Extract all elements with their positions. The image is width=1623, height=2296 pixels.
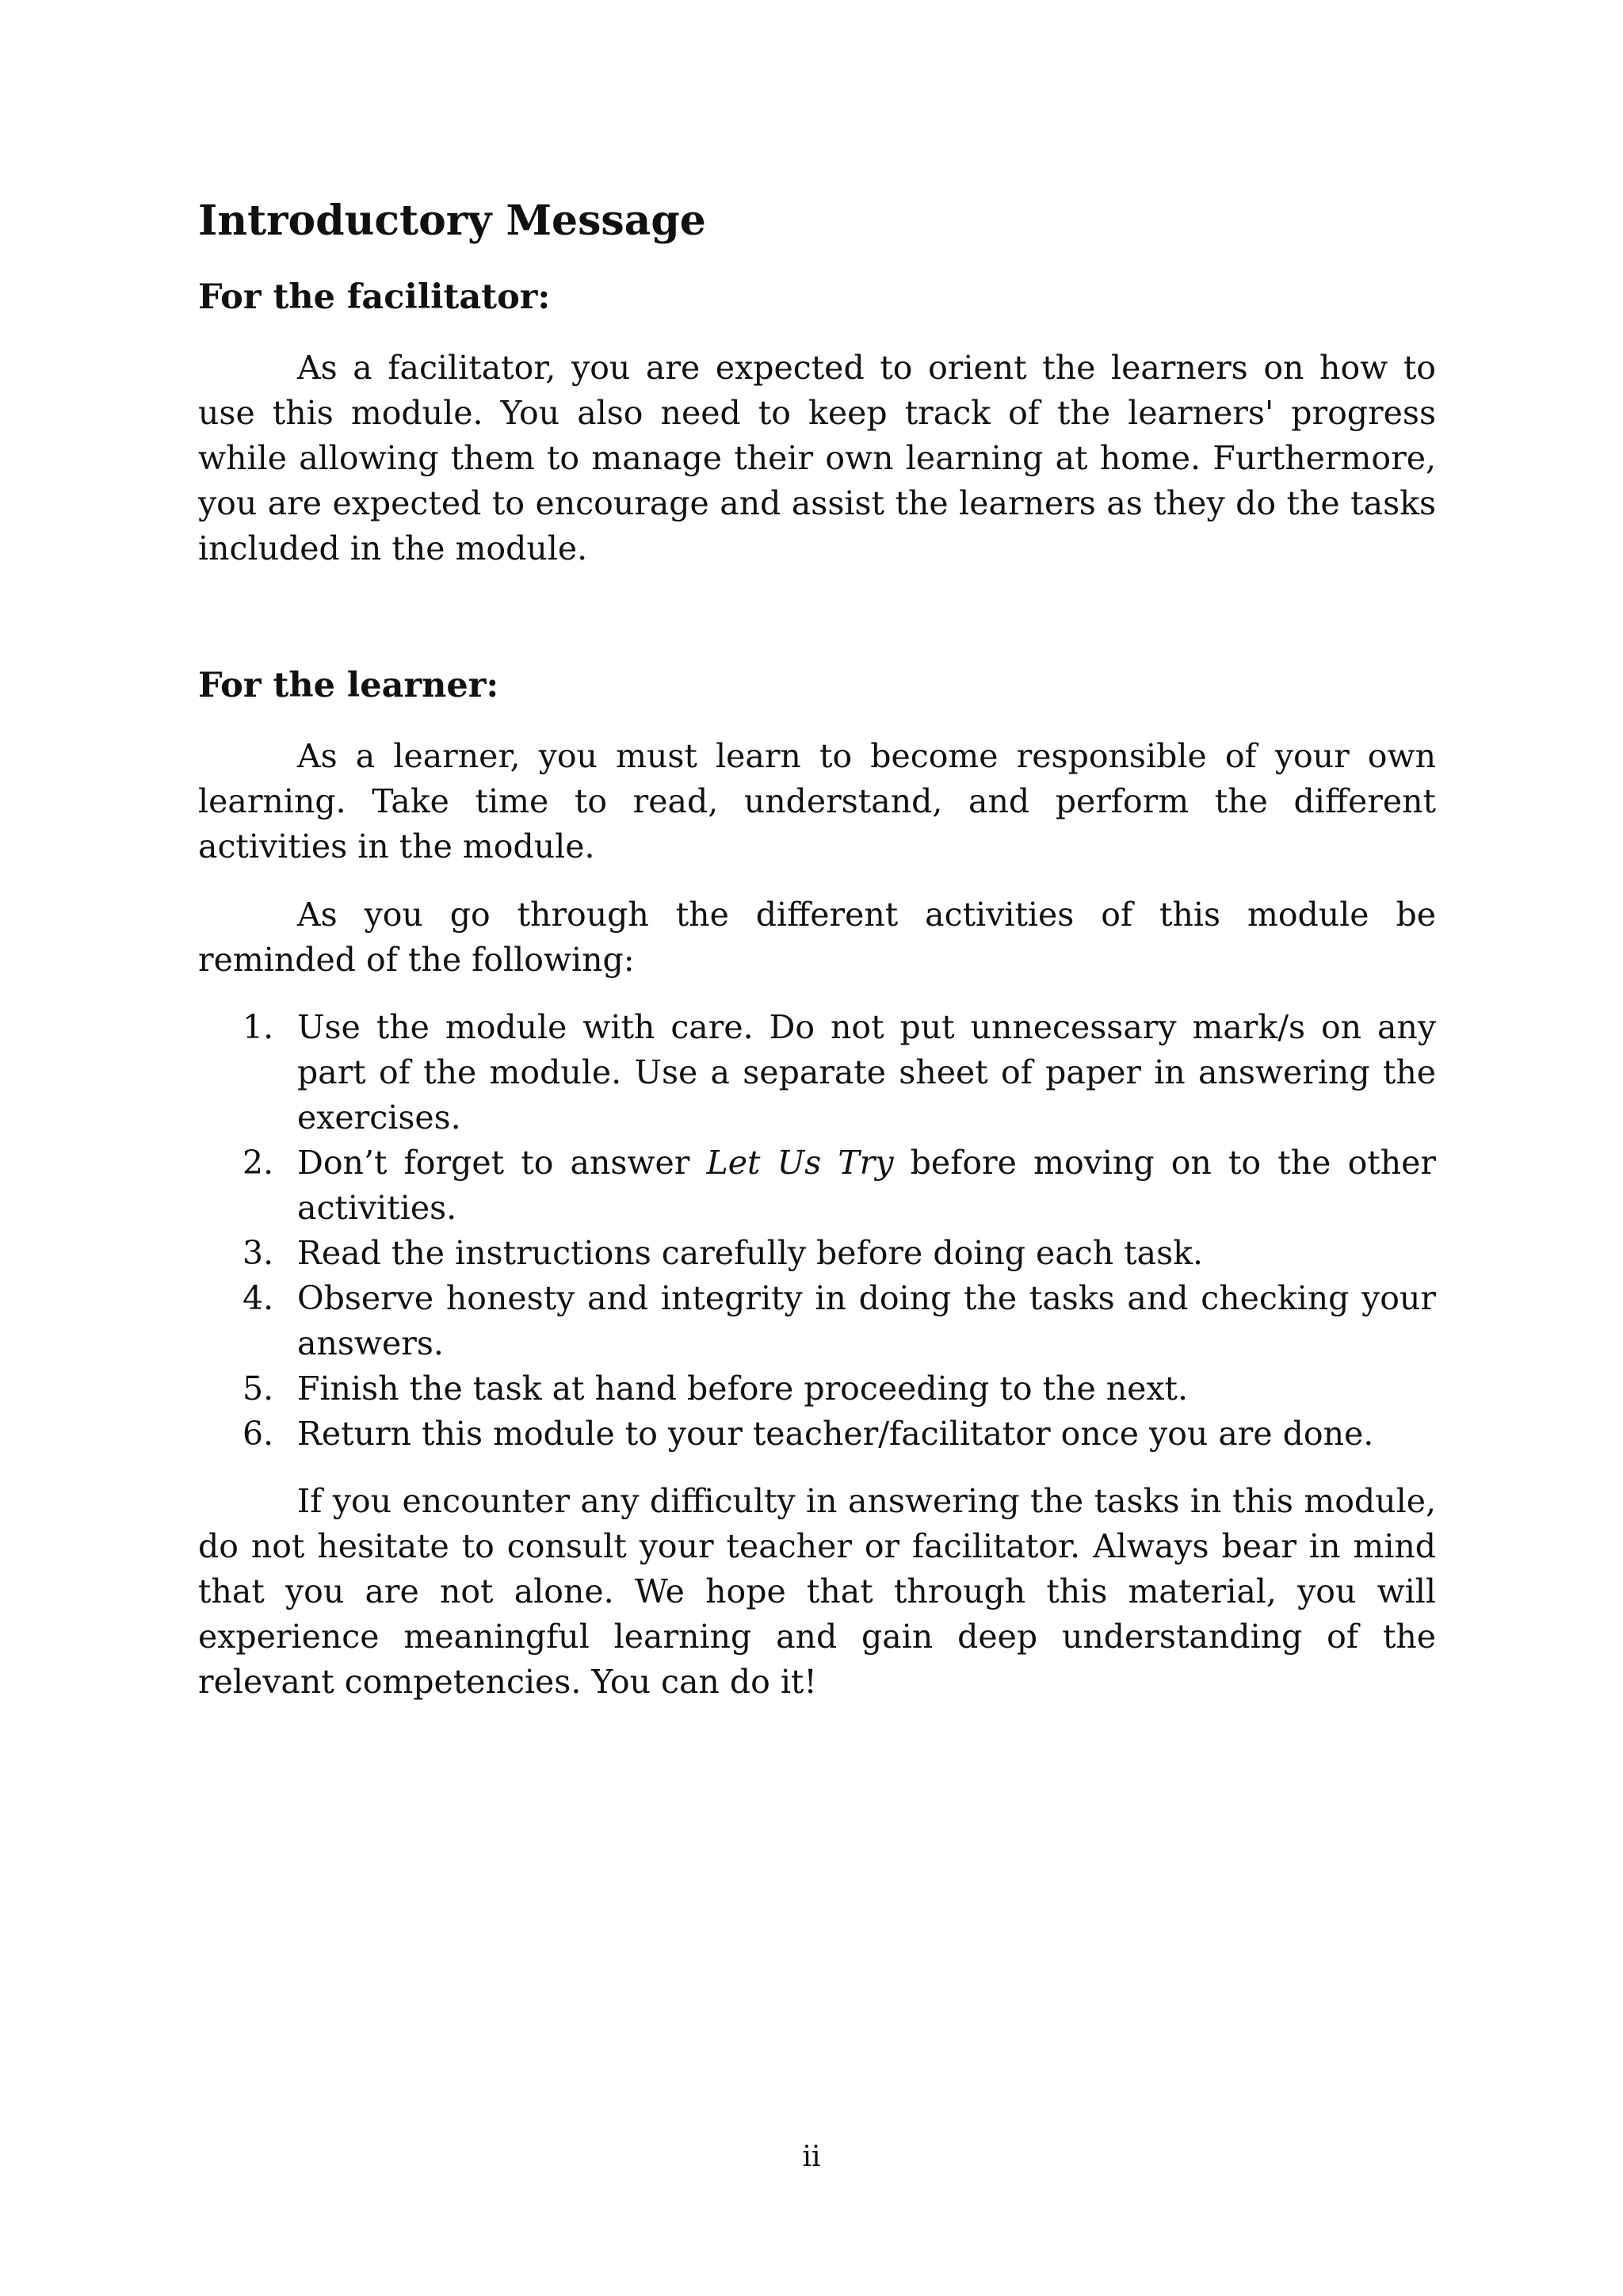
list-item-number: 1. <box>242 1008 274 1046</box>
list-item-text: Return this module to your teacher/facilitator once you are done. <box>297 1415 1374 1453</box>
list-item-number: 3. <box>242 1234 274 1272</box>
list-item-emphasis: Let Us Try <box>706 1144 894 1182</box>
list-item-text-after: before moving on to the other activities. <box>297 1144 1436 1227</box>
list-item-text: Use the module with care. Do not put unnecessary mark/s on any part of the module. Use a separate sheet of paper in answering the exercises. <box>297 1008 1436 1137</box>
learner-heading: For the learner: <box>198 666 499 705</box>
list-item <box>198 1231 1436 1276</box>
list-item-text: Read the instructions carefully before doing each task. <box>297 1234 1203 1272</box>
list-item-number: 5. <box>242 1370 274 1408</box>
learner-paragraph-1: As a learner, you must learn to become responsible of your own learning. Take time to read, understand, and perform the different activities in the module. <box>198 737 1436 865</box>
list-item-number: 6. <box>242 1415 274 1453</box>
reminder-list <box>198 1005 1436 1457</box>
list-item-text: Finish the task at hand before proceeding to the next. <box>297 1370 1189 1408</box>
list-item <box>198 1412 1436 1457</box>
list-item-number: 4. <box>242 1279 274 1317</box>
closing-paragraph: If you encounter any difficulty in answering the tasks in this module, do not hesitate to consult your teacher or facilitator. Always bear in mind that you are not alone. We hope that through this material, you will experience meaningful learning and gain deep understanding of the relevant competencies. You can do it! <box>198 1482 1436 1701</box>
page-number: ii <box>802 2141 821 2173</box>
list-item <box>198 1366 1436 1412</box>
list-item-number: 2. <box>242 1144 274 1182</box>
list-item-text: Observe honesty and integrity in doing the tasks and checking your answers. <box>297 1279 1436 1362</box>
list-item-text-before: Don’t forget to answer <box>297 1144 707 1182</box>
page-title: Introductory Message <box>198 197 706 245</box>
list-item <box>198 1140 1436 1231</box>
learner-paragraph-2: As you go through the different activities of this module be reminded of the following: <box>198 896 1436 979</box>
list-item <box>198 1276 1436 1366</box>
facilitator-heading: For the facilitator: <box>198 277 551 317</box>
facilitator-paragraph: As a facilitator, you are expected to orient the learners on how to use this module. You also need to keep track of the learners' progress while allowing them to manage their own learning at home. Furthermore, you are expected to encourage and assist the learners as they do the tasks included in the module. <box>198 349 1436 567</box>
list-item <box>198 1005 1436 1140</box>
